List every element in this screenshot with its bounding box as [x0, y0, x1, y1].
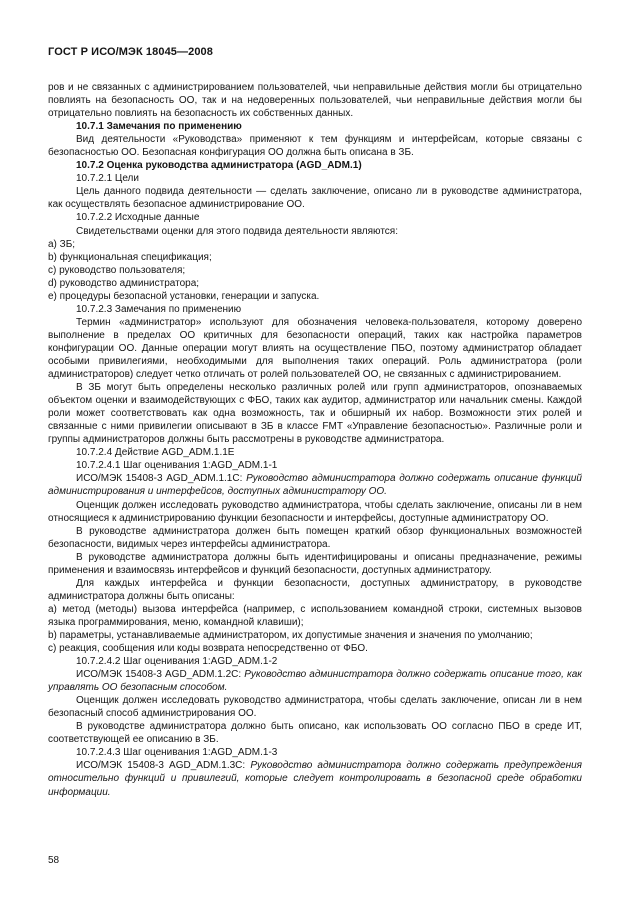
list-item: a) ЗБ; [48, 238, 76, 250]
page-header: ГОСТ Р ИСО/МЭК 18045—2008 [48, 46, 213, 58]
paragraph: Оценщик должен исследовать руководство администратора, чтобы сделать заключение, описан ли в нем безопасный способ администрирования ОО. [48, 695, 582, 720]
requirement-code: ИСО/МЭК 15408-3 AGD_ADM.1.3C: [76, 760, 246, 772]
requirement-code: ИСО/МЭК 15408-3 AGD_ADM.1.2C: [76, 669, 242, 681]
list-item: b) параметры, устанавливаемые администратором, их допустимые значения и значения по умолчанию; [48, 629, 533, 641]
paragraph: Свидетельствами оценки для этого подвида деятельности являются: [76, 225, 398, 237]
section-heading: 10.7.2 Оценка руководства администратора (AGD_ADM.1) [76, 160, 362, 172]
requirement-text: Руководство администратора должно содержать описание того, как управлять ОО безопасным способом. [48, 669, 582, 694]
section-heading: 10.7.1 Замечания по применению [76, 121, 242, 133]
paragraph: Оценщик должен исследовать руководство администратора, чтобы сделать заключение, описаны ли в нем относящиеся к администрированию функции безопасности и интерфейсы, доступные администратору ОО. [48, 499, 582, 524]
subsection-heading: 10.7.2.4 Действие AGD_ADM.1.1E [76, 447, 235, 459]
requirement-paragraph [48, 759, 582, 798]
paragraph: Термин «администратор» используют для обозначения человека-пользователя, которому доверено выполнение в пределах ОО критичных для безопасности операций, таких как настройка параметров конфигурации ОО. Данные операции могут влиять на осуществление ПБО, поэтому администратор обладает особыми привилегиями, необходимыми для выполнения таких операций. Роль администратора (роли администраторов) следует четко отличать от ролей пользователей ОО, не связанных с администрированием. [48, 316, 582, 381]
requirement-code: ИСО/МЭК 15408-3 AGD_ADM.1.1C: [76, 473, 243, 485]
paragraph: В ЗБ могут быть определены несколько различных ролей или групп администраторов, опознаваемых объектом оценки и взаимодействующих с ФБО, таких как аудитор, администратор или начальник смены. Каждой роли может соответствовать как одна возможность, так и обширный их набор. Возможности этих ролей и связанные с ними привилегии описывают в ЗБ в классе FMT «Управление безопасностью». Различные роли и группы администраторов должны быть рассмотрены в руководстве администратора. [48, 382, 582, 446]
paragraph: ров и не связанных с администрированием пользователей, чьи неправильные действия могли бы отрицательно повлиять на безопасность ОО, так и на недоверенных пользователей, чьи неправильные действия могли бы отрицательно повлиять на безопасность их собственных данных. [48, 82, 582, 120]
requirement-text: Руководство администратора должно содержать предупреждения относительно функций и привилегий, которые следует контролировать в безопасной среде обработки информации. [48, 760, 582, 798]
list-item: b) функциональная спецификация; [48, 251, 212, 263]
document-body [48, 81, 582, 799]
list-item: c) руководство пользователя; [48, 264, 186, 276]
list-item: a) метод (методы) вызова интерфейса (например, с использованием командной строки, системных вызовов языка программирования, меню, командной клавиши); [48, 603, 582, 628]
paragraph: Цель данного подвида деятельности — сделать заключение, описано ли в руководстве администратора, как осуществлять безопасное администрирование ОО. [48, 186, 582, 211]
requirement-text: Руководство администратора должно содержать описание функций администрирования и интерфейсов, доступных администратору ОО. [48, 473, 582, 498]
list-item: e) процедуры безопасной установки, генерации и запуска. [48, 290, 320, 302]
subsection-heading: 10.7.2.4.2 Шаг оценивания 1:AGD_ADM.1-2 [76, 656, 278, 668]
list-item: c) реакция, сообщения или коды возврата непосредственно от ФБО. [48, 643, 368, 655]
requirement-paragraph [48, 668, 582, 694]
paragraph: В руководстве администратора должен быть помещен краткий обзор функциональных возможностей безопасности, видимых через интерфейсы администратора. [48, 525, 582, 550]
subsection-heading: 10.7.2.2 Исходные данные [76, 212, 200, 224]
subsection-heading: 10.7.2.4.3 Шаг оценивания 1:AGD_ADM.1-3 [76, 747, 278, 759]
subsection-heading: 10.7.2.1 Цели [76, 173, 139, 185]
paragraph: Вид деятельности «Руководства» применяют к тем функциям и интерфейсам, которые связаны с безопасностью ОО. Безопасная конфигурация ОО должна быть описана в ЗБ. [48, 134, 582, 159]
requirement-paragraph [48, 472, 582, 498]
paragraph: В руководстве администратора должны быть идентифицированы и описаны предназначение, режимы применения и взаимосвязь интерфейсов и функций безопасности, доступных администратору. [48, 551, 582, 576]
page-number: 58 [48, 855, 60, 866]
subsection-heading: 10.7.2.4.1 Шаг оценивания 1:AGD_ADM.1-1 [76, 460, 278, 472]
paragraph: В руководстве администратора должно быть описано, как использовать ОО согласно ПБО в среде ИТ, соответствующей ее описанию в ЗБ. [48, 721, 582, 746]
paragraph: Для каждых интерфейса и функции безопасности, доступных администратору, в руководстве администратора должны быть описаны: [48, 577, 582, 602]
subsection-heading: 10.7.2.3 Замечания по применению [76, 303, 242, 315]
list-item: d) руководство администратора; [48, 277, 200, 289]
